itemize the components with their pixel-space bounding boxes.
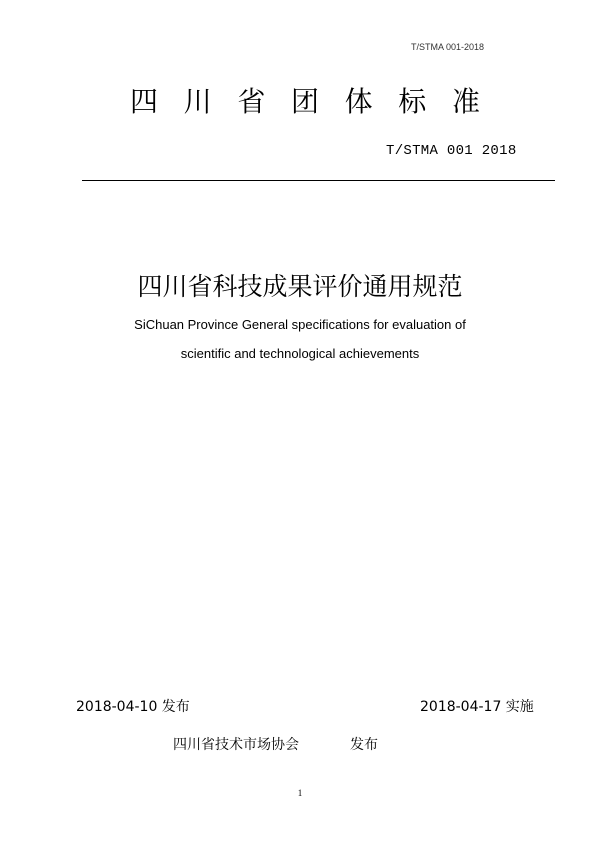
document-type-char: 标 xyxy=(398,85,427,118)
document-type-char: 川 xyxy=(183,85,212,118)
publish-date: 2018-04-10 发布 xyxy=(76,699,190,715)
document-type-char: 准 xyxy=(451,85,480,118)
document-type-char: 省 xyxy=(237,85,266,118)
publisher-action: 发布 xyxy=(350,737,378,753)
horizontal-divider xyxy=(82,180,555,181)
publisher-name: 四川省技术市场协会 xyxy=(173,737,299,753)
header-standard-code: T/STMA 001-2018 xyxy=(411,42,485,52)
document-type-char: 团 xyxy=(290,85,319,118)
implementation-date: 2018-04-17 实施 xyxy=(420,699,534,715)
standard-number: T/STMA 001 2018 xyxy=(386,143,517,159)
title-english-line-1: SiChuan Province General specifications for evaluation of xyxy=(134,317,466,332)
document-type-char: 体 xyxy=(344,85,373,118)
document-type-heading xyxy=(130,80,480,120)
document-type-char: 四 xyxy=(130,85,159,118)
page-number: 1 xyxy=(297,788,303,798)
title-english-line-2: scientific and technological achievements xyxy=(180,346,420,361)
title-chinese: 四川省科技成果评价通用规范 xyxy=(137,272,463,301)
